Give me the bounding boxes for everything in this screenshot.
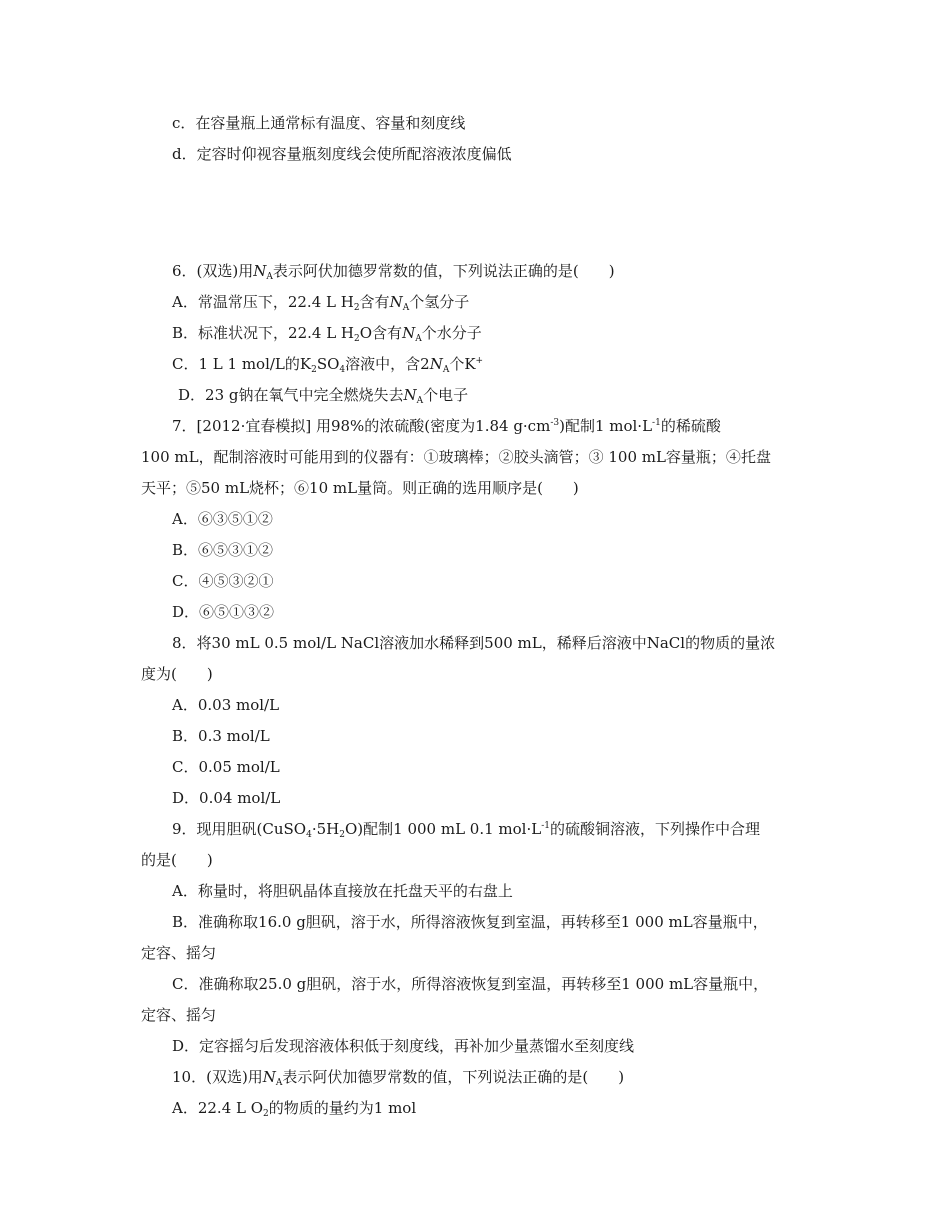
q9-option-c-line1: C．准确称取25.0 g胆矾，溶于水，所得溶液恢复到室温，再转移至1 000 mL容量瓶中， bbox=[172, 975, 769, 993]
q6-option-a: A．常温常压下，22.4 L $H_2$含有$N_A$个氢分子 bbox=[172, 293, 470, 313]
q8-option-a: A．0.03 mol/L bbox=[172, 696, 280, 714]
q8-option-b: B．0.3 mol/L bbox=[172, 727, 270, 745]
q8-option-d: D．0.04 mol/L bbox=[172, 789, 281, 807]
q6-stem: 6．(双选)用$N_A$表示阿伏加德罗常数的值，下列说法正确的是( ) bbox=[172, 262, 615, 282]
q7-stem-line3: 天平；⑤50 mL烧杯；⑥10 mL量筒。则正确的选用顺序是( ) bbox=[141, 479, 579, 497]
q9-option-b-line2: 定容、摇匀 bbox=[141, 944, 217, 962]
q7-option-d: D．⑥⑤①③② bbox=[172, 603, 275, 621]
q9-stem-line2: 的是( ) bbox=[141, 851, 213, 869]
q5-option-c: c．在容量瓶上通常标有温度、容量和刻度线 bbox=[172, 114, 466, 132]
q6-option-c: C．1 L 1 mol/L的$K_2SO_4$溶液中，含$2N_A$个K+ bbox=[172, 355, 484, 375]
q7-option-a: A．⑥③⑤①② bbox=[172, 510, 273, 528]
q7-stem-line2: 100 mL，配制溶液时可能用到的仪器有：①玻璃棒；②胶头滴管；③ 100 mL容量瓶；④托盘 bbox=[141, 448, 771, 466]
q8-option-c: C．0.05 mol/L bbox=[172, 758, 280, 776]
q6-option-b: B．标准状况下，22.4 L $H_2O$含有$N_A$个水分子 bbox=[172, 324, 482, 344]
q8-stem-line1: 8．将30 mL 0.5 mol/L NaCl溶液加水稀释到500 mL，稀释后溶液中NaCl的物质的量浓 bbox=[172, 634, 776, 652]
q9-option-d: D．定容摇匀后发现溶液体积低于刻度线，再补加少量蒸馏水至刻度线 bbox=[172, 1037, 635, 1055]
q7-option-b: B．⑥⑤③①② bbox=[172, 541, 274, 559]
q9-stem-line1: 9．现用胆矾$(CuSO_4\cdot 5H_2O)$配制1 000 mL 0.1 $mol\cdot L^{-1}$的硫酸铜溶液，下列操作中合理 bbox=[172, 820, 760, 840]
q10-option-a: A．22.4 L $O_2$的物质的量约为1 mol bbox=[172, 1099, 417, 1119]
q8-stem-line2: 度为( ) bbox=[141, 665, 213, 683]
q6-option-d: D．23 g钠在氧气中完全燃烧失去$N_A$个电子 bbox=[178, 386, 469, 406]
q7-stem-line1: 7．[2012·宜春模拟] 用98%的浓硫酸(密度为1.84 $g\cdot cm^{-3}$)配制1 $mol\cdot L^{-1}$的稀硫酸 bbox=[172, 417, 721, 435]
q5-option-d: d．定容时仰视容量瓶刻度线会使所配溶液浓度偏低 bbox=[172, 145, 512, 163]
q9-option-b-line1: B．准确称取16.0 g胆矾，溶于水，所得溶液恢复到室温，再转移至1 000 mL容量瓶中， bbox=[172, 913, 768, 931]
q9-option-a: A．称量时，将胆矾晶体直接放在托盘天平的右盘上 bbox=[172, 882, 513, 900]
q10-stem: 10．(双选)用$N_A$表示阿伏加德罗常数的值，下列说法正确的是( ) bbox=[172, 1068, 625, 1088]
q7-option-c: C．④⑤③②① bbox=[172, 572, 274, 590]
q9-option-c-line2: 定容、摇匀 bbox=[141, 1006, 217, 1024]
